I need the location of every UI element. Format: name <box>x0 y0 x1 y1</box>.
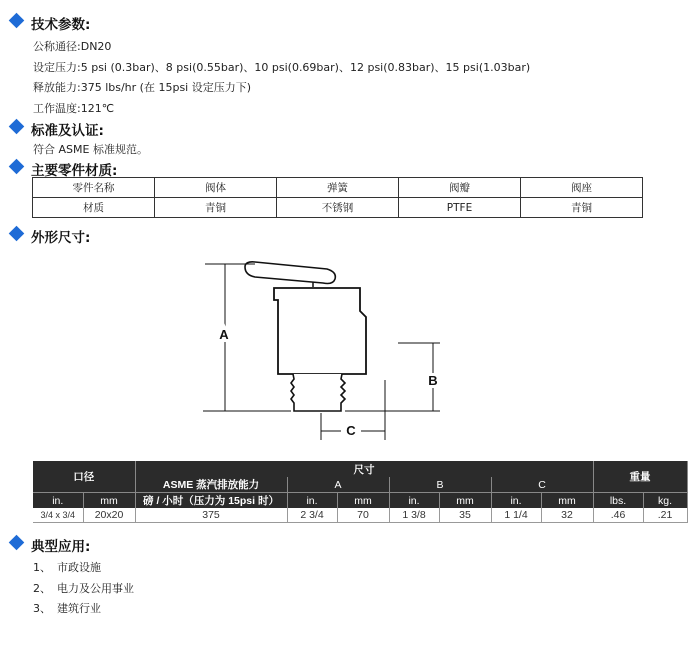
dim-header-b: B <box>389 477 491 493</box>
application-item <box>33 580 134 596</box>
dim-cell-b-mm: 35 <box>439 508 491 523</box>
section-bullet-icon <box>9 13 25 29</box>
application-item <box>33 600 101 616</box>
tech-param-value: DN20 <box>80 40 112 53</box>
materials-cell: 青铜 <box>521 198 643 218</box>
dim-cell-capacity: 375 <box>135 508 287 523</box>
dim-header-dims: 尺寸 <box>135 461 593 477</box>
dim-units-row <box>33 493 687 509</box>
materials-cell: 不锈钢 <box>277 198 399 218</box>
dim-cell-lbs: .46 <box>593 508 643 523</box>
materials-cell: 青铜 <box>155 198 277 218</box>
materials-value-row <box>33 198 643 218</box>
materials-cell: 弹簧 <box>277 178 399 198</box>
dim-unit: lbs. <box>593 493 643 509</box>
tech-param-line <box>33 79 251 95</box>
tech-param-line <box>33 38 111 54</box>
standards-text: 符合 ASME 标准规范。 <box>33 143 148 156</box>
tech-param-line <box>33 100 114 116</box>
dim-unit: in. <box>33 493 83 509</box>
valve-handle <box>245 262 335 284</box>
materials-table <box>32 177 643 218</box>
dimension-table <box>33 461 688 523</box>
materials-cell: 阀体 <box>155 178 277 198</box>
section-bullet-icon <box>9 535 25 551</box>
tech-param-label: 公称通径: <box>33 40 81 53</box>
dim-b-label: B <box>428 373 438 388</box>
application-item <box>33 559 101 575</box>
dim-header-weight: 重量 <box>593 461 687 493</box>
dim-unit: mm <box>337 493 389 509</box>
dim-cell-port-in: 3/4 x 3/4 <box>33 508 83 523</box>
dim-cell-kg: .21 <box>643 508 687 523</box>
dim-cell-b-in: 1 3/8 <box>389 508 439 523</box>
dim-cell-c-mm: 32 <box>541 508 593 523</box>
section-bullet-icon <box>9 159 25 175</box>
materials-header-row <box>33 178 643 198</box>
tech-param-label: 设定压力: <box>33 61 81 74</box>
section-bullet-icon <box>9 119 25 135</box>
section-heading-tech: 技术参数: <box>31 17 91 33</box>
dim-cell-a-mm: 70 <box>337 508 389 523</box>
dim-cell-port-mm: 20x20 <box>83 508 135 523</box>
materials-cell: 阀瓣 <box>399 178 521 198</box>
dim-cell-c-in: 1 1/4 <box>491 508 541 523</box>
valve-body <box>274 288 366 374</box>
dim-c-label: C <box>346 423 356 438</box>
tech-param-value: 121℃ <box>80 102 115 115</box>
dim-header-a: A <box>287 477 389 493</box>
dim-header-capacity-2: 磅 / 小时（压力为 15psi 时） <box>135 493 287 509</box>
section-bullet-icon <box>9 226 25 242</box>
section-heading-applications: 典型应用: <box>31 539 91 555</box>
materials-cell: PTFE <box>399 198 521 218</box>
valve-thread <box>291 374 345 411</box>
valve-dimension-drawing <box>195 255 455 445</box>
application-number: 1、 <box>33 561 51 574</box>
section-heading-materials: 主要零件材质: <box>31 163 118 179</box>
dim-unit: mm <box>439 493 491 509</box>
application-number: 3、 <box>33 602 51 615</box>
dim-unit: in. <box>287 493 337 509</box>
tech-param-label: 工作温度: <box>33 102 81 115</box>
dim-data-row <box>33 508 687 523</box>
tech-param-line <box>33 59 530 75</box>
materials-cell: 零件名称 <box>33 178 155 198</box>
dim-header-row-1 <box>33 461 687 477</box>
materials-cell: 材质 <box>33 198 155 218</box>
application-text: 电力及公用事业 <box>57 582 134 595</box>
dim-header-port: 口径 <box>33 461 135 493</box>
tech-param-label: 释放能力: <box>33 81 81 94</box>
tech-param-value: 375 lbs/hr (在 15psi 设定压力下) <box>80 81 252 94</box>
dim-a-label: A <box>219 327 229 342</box>
dim-unit: in. <box>389 493 439 509</box>
dim-header-capacity-1: ASME 蒸汽排放能力 <box>135 477 287 493</box>
application-text: 建筑行业 <box>57 602 101 615</box>
section-heading-standards: 标准及认证: <box>31 123 104 139</box>
materials-cell: 阀座 <box>521 178 643 198</box>
application-number: 2、 <box>33 582 51 595</box>
dim-cell-a-in: 2 3/4 <box>287 508 337 523</box>
application-text: 市政设施 <box>57 561 101 574</box>
dim-unit: mm <box>83 493 135 509</box>
dim-unit: mm <box>541 493 593 509</box>
section-heading-dimensions: 外形尺寸: <box>31 230 91 246</box>
dim-unit: in. <box>491 493 541 509</box>
tech-param-value: 5 psi (0.3bar)、8 psi(0.55bar)、10 psi(0.69bar)、12 psi(0.83bar)、15 psi(1.03bar) <box>80 61 531 74</box>
dim-unit: kg. <box>643 493 687 509</box>
dim-header-c: C <box>491 477 593 493</box>
